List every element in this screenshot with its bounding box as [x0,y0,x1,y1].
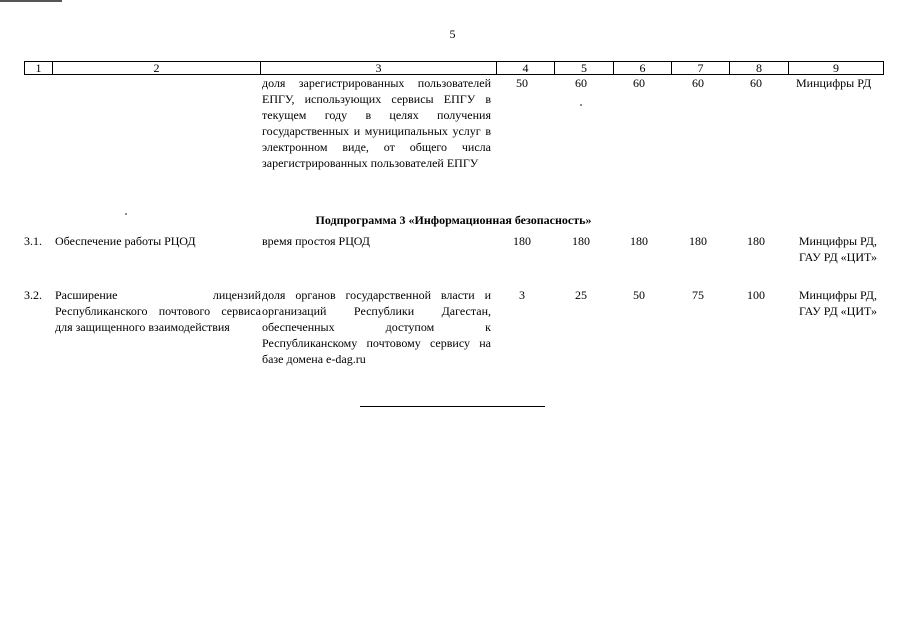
row-1-value-6: 180 [630,234,648,248]
row-2-value-7: 75 [692,288,704,302]
row-2-value-5: 25 [575,288,587,302]
header-col-3: 3 [261,62,497,75]
row-1-value-4: 180 [513,234,531,248]
row-2-number: 3.2. [24,288,42,302]
subprogram-title: Подпрограмма 3 «Информационная безопасность» [315,213,592,227]
page-number: 5 [449,27,456,41]
row-0-value-6: 60 [633,76,645,90]
scan-edge-mark [0,0,62,2]
row-0-value-4: 50 [516,76,528,90]
row-0-executor: Минцифры РД [796,76,872,90]
row-0-value-7: 60 [692,76,704,90]
row-1-name: Обеспечение работы РЦОД [55,234,196,248]
row-2-value-8: 100 [747,288,765,302]
row-0-value-8: 60 [750,76,762,90]
row-1-executor-line-2: ГАУ РД «ЦИТ» [798,250,877,264]
header-col-4: 4 [497,62,555,75]
header-col-7: 7 [672,62,730,75]
row-0-indicator: доля зарегистрированных пользователей ЕПГУ, использующих сервисы ЕПГУ в текущем году в целях получения государственных и муниципальных услуг в электронном виде, от общего числа зарегистрированных пользователей ЕПГУ [262,76,491,170]
row-1-indicator: время простоя РЦОД [262,234,370,248]
row-2-executor-line-2: ГАУ РД «ЦИТ» [798,304,877,318]
header-col-8: 8 [730,62,789,75]
scan-speck [125,213,127,215]
separator-line [360,406,545,407]
row-1-value-7: 180 [689,234,707,248]
header-col-1: 1 [25,62,53,75]
row-1-executor-line-1: Минцифры РД, [798,234,877,248]
row-0-value-5: 60 [575,76,587,90]
scan-speck [580,104,582,106]
row-2-name: Расширение лицензий Республиканского почтового сервиса для защищенного взаимодействия [55,288,261,334]
row-2-value-4: 3 [519,288,525,302]
row-1-number: 3.1. [24,234,42,248]
header-col-9: 9 [789,62,884,75]
row-1-value-5: 180 [572,234,590,248]
row-2-indicator: доля органов государственной власти и организаций Республики Дагестан, обеспеченных доступом к Республиканскому почтовому сервису на базе домена e-dag.ru [262,288,491,366]
header-col-6: 6 [614,62,672,75]
row-2-value-6: 50 [633,288,645,302]
row-1-value-8: 180 [747,234,765,248]
header-col-2: 2 [53,62,261,75]
column-number-header [24,61,884,75]
header-col-5: 5 [555,62,614,75]
row-2-executor-line-1: Минцифры РД, [798,288,877,302]
